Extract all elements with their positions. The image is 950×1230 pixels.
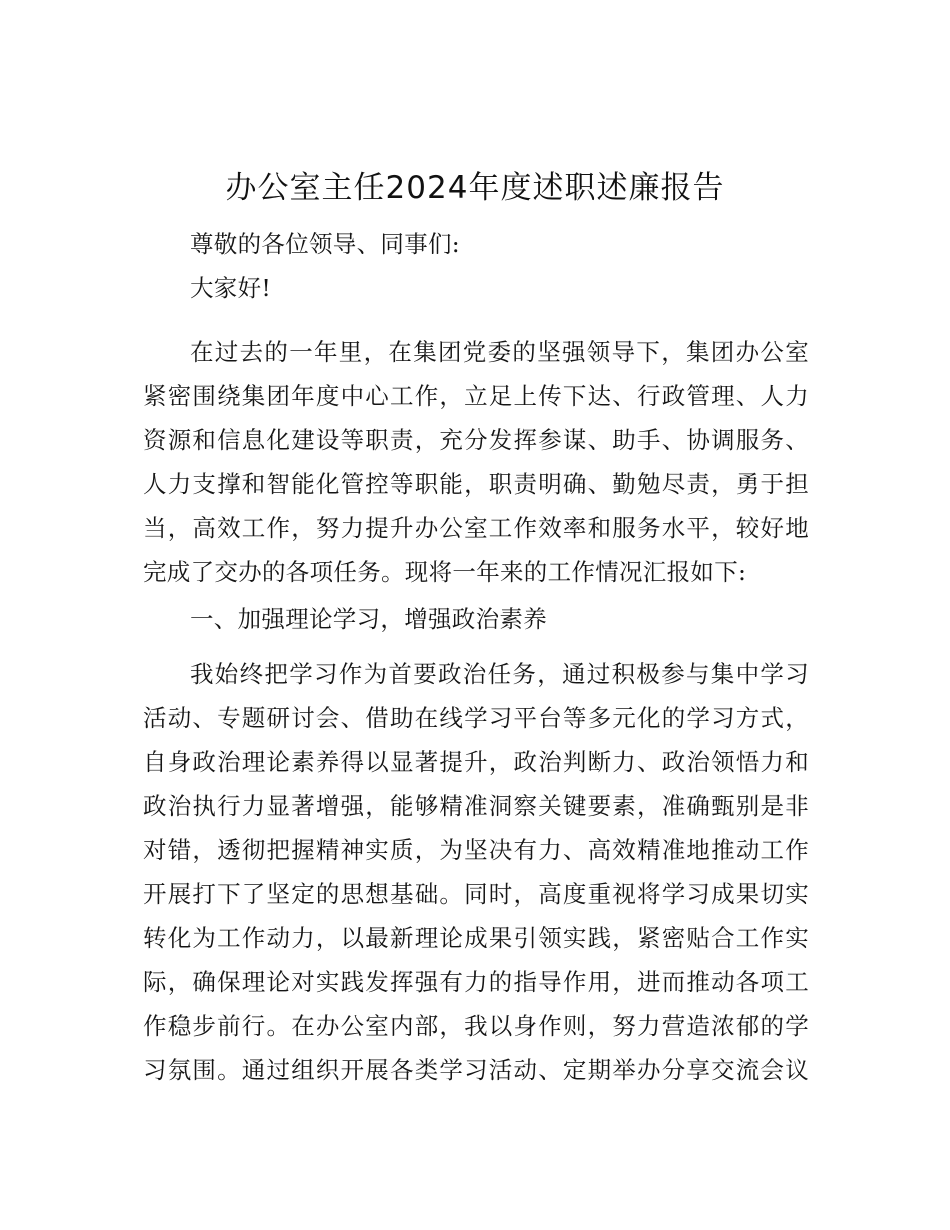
paragraph-line: 当，高效工作，努力提升办公室工作效率和服务水平，较好地 — [143, 514, 809, 542]
paragraph-line: 人力支撑和智能化管控等职能，职责明确、勤勉尽责，勇于担 — [143, 470, 809, 498]
paragraph-line: 开展打下了坚定的思想基础。同时，高度重视将学习成果切实 — [143, 880, 809, 908]
paragraph-line: 活动、专题研讨会、借助在线学习平台等多元化的学习方式， — [143, 704, 809, 732]
paragraph-line: 资源和信息化建设等职责，充分发挥参谋、助手、协调服务、 — [143, 426, 809, 454]
page-title: 办公室主任2024年度述职述廉报告 — [225, 170, 725, 206]
paragraph-line: 作稳步前行。在办公室内部，我以身作则，努力营造浓郁的学 — [143, 1012, 809, 1040]
paragraph-line: 我始终把学习作为首要政治任务，通过积极参与集中学习 — [190, 660, 809, 688]
paragraph-line: 政治执行力显著增强，能够精准洞察关键要素，准确甄别是非 — [143, 792, 809, 820]
paragraph-line: 自身政治理论素养得以显著提升，政治判断力、政治领悟力和 — [143, 748, 809, 776]
paragraph-line: 习氛围。通过组织开展各类学习活动、定期举办分享交流会议 — [143, 1056, 809, 1084]
paragraph-line: 完成了交办的各项任务。现将一年来的工作情况汇报如下: — [143, 558, 747, 586]
paragraph-line: 紧密围绕集团年度中心工作，立足上传下达、行政管理、人力 — [143, 382, 809, 410]
salutation: 大家好! — [190, 274, 272, 302]
paragraph-line: 对错，透彻把握精神实质，为坚决有力、高效精准地推动工作 — [143, 836, 809, 864]
paragraph-line: 在过去的一年里，在集团党委的坚强领导下，集团办公室 — [190, 338, 809, 366]
paragraph-line: 际，确保理论对实践发挥强有力的指导作用，进而推动各项工 — [143, 968, 809, 996]
paragraph-line: 转化为工作动力，以最新理论成果引领实践，紧密贴合工作实 — [143, 924, 809, 952]
section-heading: 一、加强理论学习，增强政治素养 — [190, 605, 547, 633]
greeting: 尊敬的各位领导、同事们: — [190, 230, 461, 258]
